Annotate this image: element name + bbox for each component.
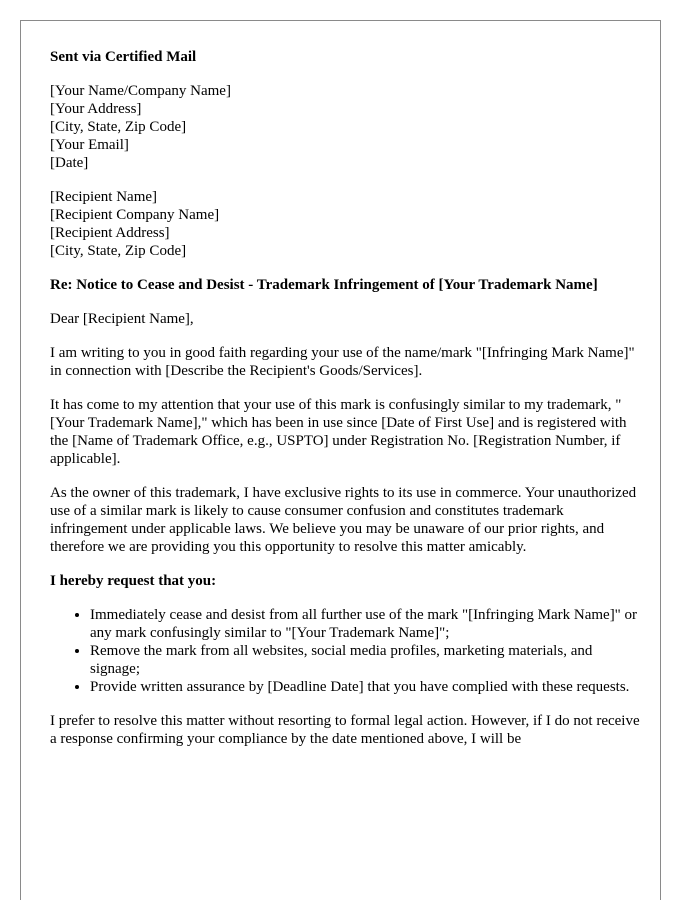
request-item: • Provide written assurance by [Deadline Date] that you have complied with these requests. [90, 678, 640, 696]
request-list [50, 606, 640, 696]
recipient-block [50, 188, 640, 260]
letter-page [20, 20, 661, 900]
recipient-address: [Recipient Address] [50, 225, 170, 241]
mail-method-line: Sent via Certified Mail [50, 49, 197, 65]
body-paragraph: As the owner of this trademark, I have exclusive rights to its use in commerce. Your unauthorized use of a similar mark is likely to cause consumer confusion and constitutes trademark infringement under applicable laws. We believe you may be unaware of our prior rights, and therefore we are providing you this opportunity to resolve this matter amicably. [50, 485, 637, 555]
sender-address: [Your Address] [50, 101, 142, 117]
body-paragraph: It has come to my attention that your use of this mark is confusingly similar to my trademark, "[Your Trademark Name]," which has been in use since [Date of First Use] and is registered with the [Name of Trademark Office, e.g., USPTO] under Registration No. [Registration Number, if applicable]. [50, 397, 627, 467]
body-paragraph: I am writing to you in good faith regarding your use of the name/mark "[Infringing Mark Name]" in connection with [Describe the Recipient's Goods/Services]. [50, 345, 635, 379]
recipient-name: [Recipient Name] [50, 189, 158, 205]
request-heading: I hereby request that you: [50, 573, 217, 589]
closing-paragraph: I prefer to resolve this matter without resorting to formal legal action. However, if I do not receive a response confirming your compliance by the date mentioned above, I will be [50, 713, 640, 747]
sender-name: [Your Name/Company Name] [50, 83, 231, 99]
request-item: • Immediately cease and desist from all further use of the mark "[Infringing Mark Name]" or any mark confusingly similar to "[Your Trademark Name]"; [90, 606, 640, 642]
sender-block [50, 82, 640, 172]
letter-body [50, 48, 640, 764]
recipient-company: [Recipient Company Name] [50, 207, 220, 223]
salutation: Dear [Recipient Name], [50, 311, 194, 327]
letter-date: [Date] [50, 155, 89, 171]
subject-line: Re: Notice to Cease and Desist - Trademark Infringement of [Your Trademark Name] [50, 277, 598, 293]
sender-city-state-zip: [City, State, Zip Code] [50, 119, 187, 135]
recipient-city-state-zip: [City, State, Zip Code] [50, 243, 187, 259]
sender-email: [Your Email] [50, 137, 129, 153]
request-item: • Remove the mark from all websites, social media profiles, marketing materials, and signage; [90, 642, 640, 678]
